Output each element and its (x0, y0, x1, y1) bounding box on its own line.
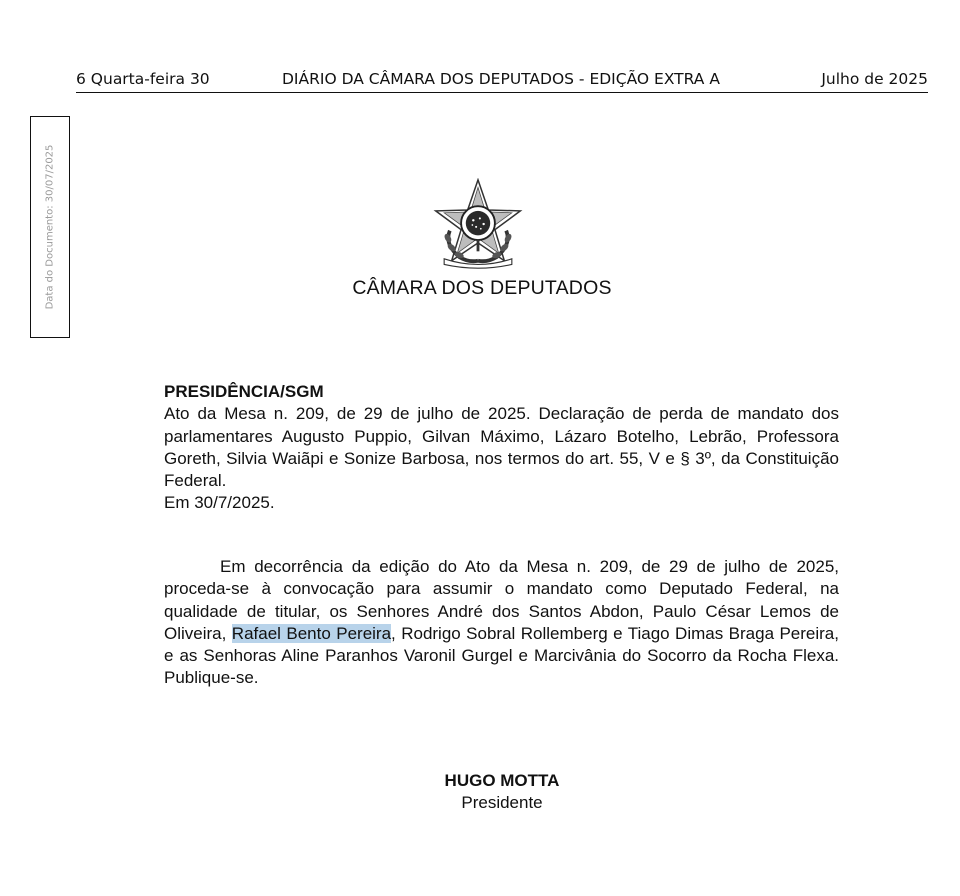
convocation-text-end: , Rodrigo Sobral Rollemberg e Tiago Dimas Braga Pereira, e as Senhoras Aline Paranhos Varonil Gurgel e Marcivânia do Socorro da Rocha Flexa. Publique-se. (164, 623, 839, 688)
header-publication-title: DIÁRIO DA CÂMARA DOS DEPUTADOS - EDIÇÃO EXTRA A (282, 70, 720, 88)
brazil-coat-of-arms-icon (431, 178, 525, 272)
signature-block (0, 770, 960, 814)
document-date-stamp (30, 116, 70, 338)
signatory-title: Presidente (461, 793, 543, 812)
act-date-line: Em 30/7/2025. (164, 493, 275, 513)
organization-name: CÂMARA DOS DEPUTADOS (352, 277, 612, 299)
section-title: PRESIDÊNCIA/SGM (164, 382, 324, 401)
document-date-text: Data do Documento: 30/07/2025 (44, 144, 56, 310)
convocation-text-start: Em decorrência da edição do Ato da Mesa n. 209, de 29 de julho de 2025, proceda-se à convocação para assumir o mandato como Deputado Federal, na qualidade de titular, os Senhores André dos Santos Abdon, Paulo César Lemos de Oliveira, (164, 557, 839, 643)
convocation-paragraph (164, 556, 839, 690)
highlighted-name[interactable]: Rafael Bento Pereira (231, 623, 392, 643)
act-summary: Ato da Mesa n. 209, de 29 de julho de 2025. Declaração de perda de mandato dos parlamentares Augusto Puppio, Gilvan Máximo, Lázaro Botelho, Lebrão, Professora Goreth, Silvia Waiãpi e Sonize Barbosa, nos termos do art. 55, V e § 3º, da Constituição Federal. (164, 404, 839, 491)
header-page-info: 6 Quarta-feira 30 (76, 70, 210, 88)
act-section (164, 381, 839, 515)
header-month: Julho de 2025 (821, 70, 928, 88)
signatory-name: HUGO MOTTA (444, 771, 560, 790)
convocation-section (164, 556, 839, 690)
page-header (76, 68, 928, 93)
